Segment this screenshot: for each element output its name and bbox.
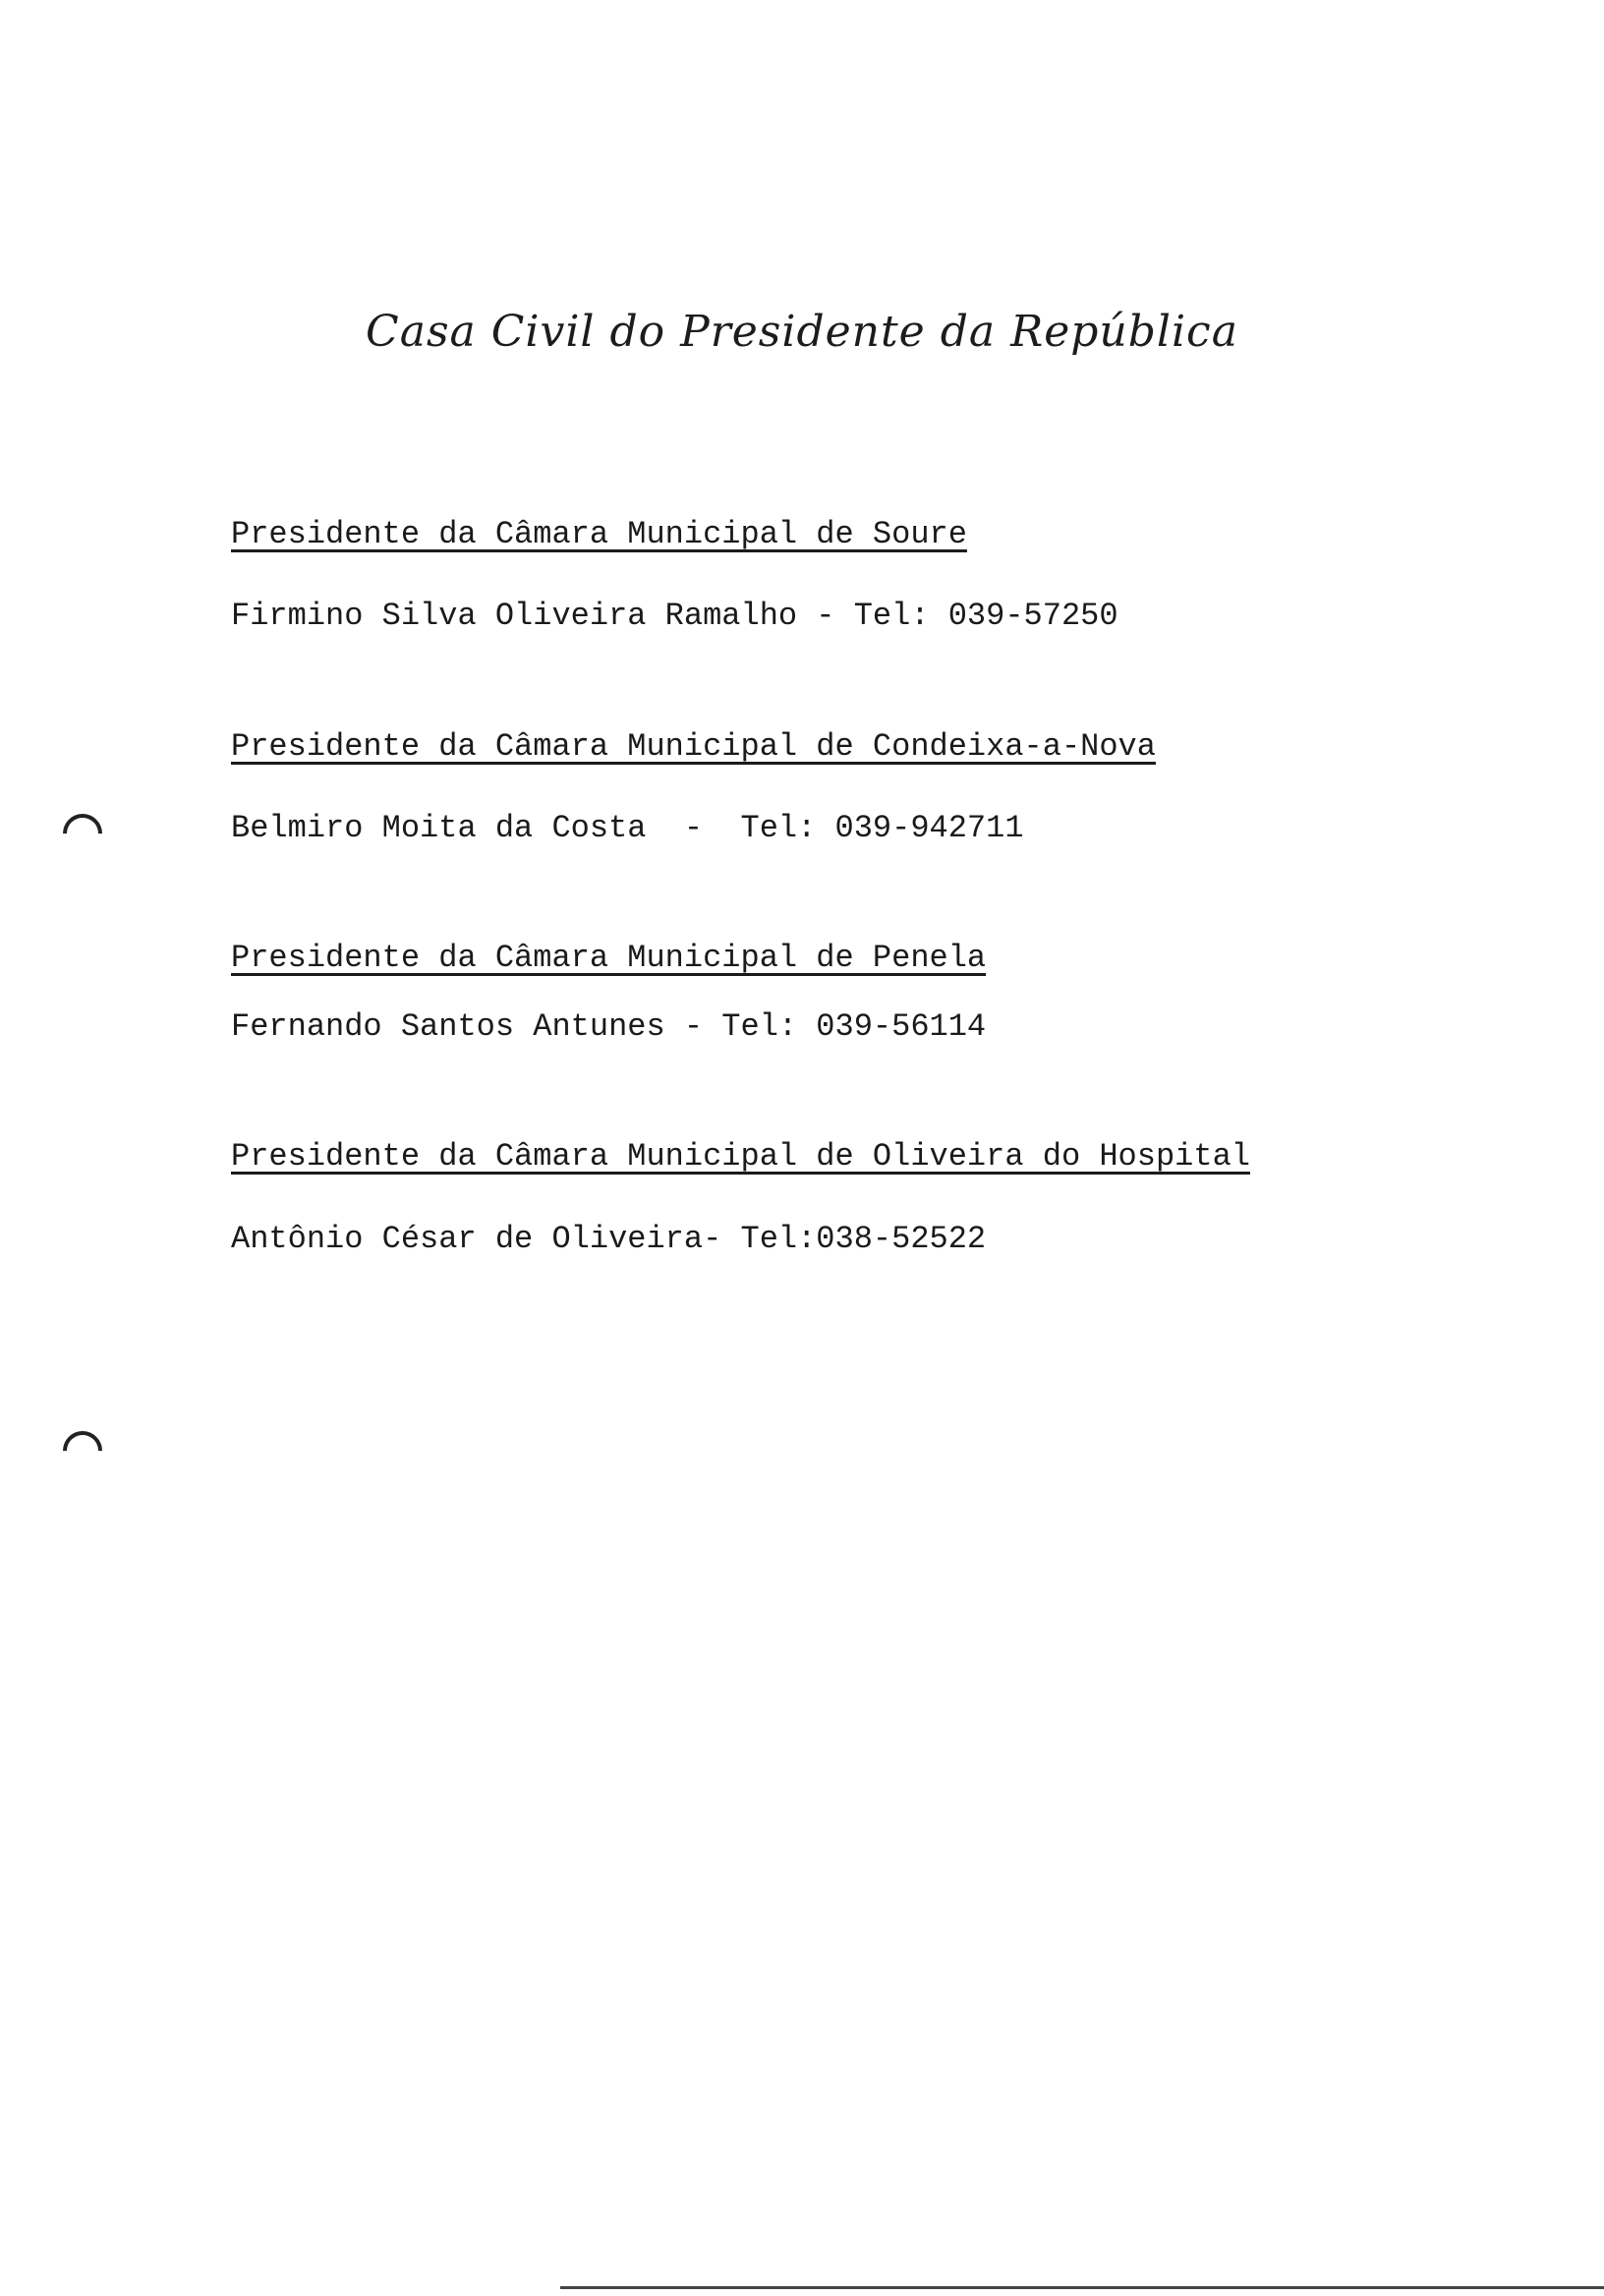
entry-contact-soure: Firmino Silva Oliveira Ramalho - Tel: 039-57250 xyxy=(231,598,1118,634)
entry-heading-oliveira: Presidente da Câmara Municipal de Oliveira do Hospital xyxy=(231,1138,1250,1175)
letterhead-title: Casa Civil do Presidente da República xyxy=(366,307,1238,357)
entry-contact-condeixa: Belmiro Moita da Costa - Tel: 039-942711 xyxy=(231,810,1024,846)
entry-contact-penela: Fernando Santos Antunes - Tel: 039-56114 xyxy=(231,1008,987,1045)
punch-hole-mark xyxy=(55,1423,111,1479)
entry-heading-condeixa: Presidente da Câmara Municipal de Condeixa-a-Nova xyxy=(231,728,1156,765)
page-bottom-edge-line xyxy=(560,2286,1604,2289)
entry-heading-soure: Presidente da Câmara Municipal de Soure xyxy=(231,516,967,552)
entry-contact-oliveira: Antônio César de Oliveira- Tel:038-52522 xyxy=(231,1221,987,1257)
entry-heading-penela: Presidente da Câmara Municipal de Penela xyxy=(231,940,987,976)
punch-hole-mark xyxy=(55,806,111,862)
